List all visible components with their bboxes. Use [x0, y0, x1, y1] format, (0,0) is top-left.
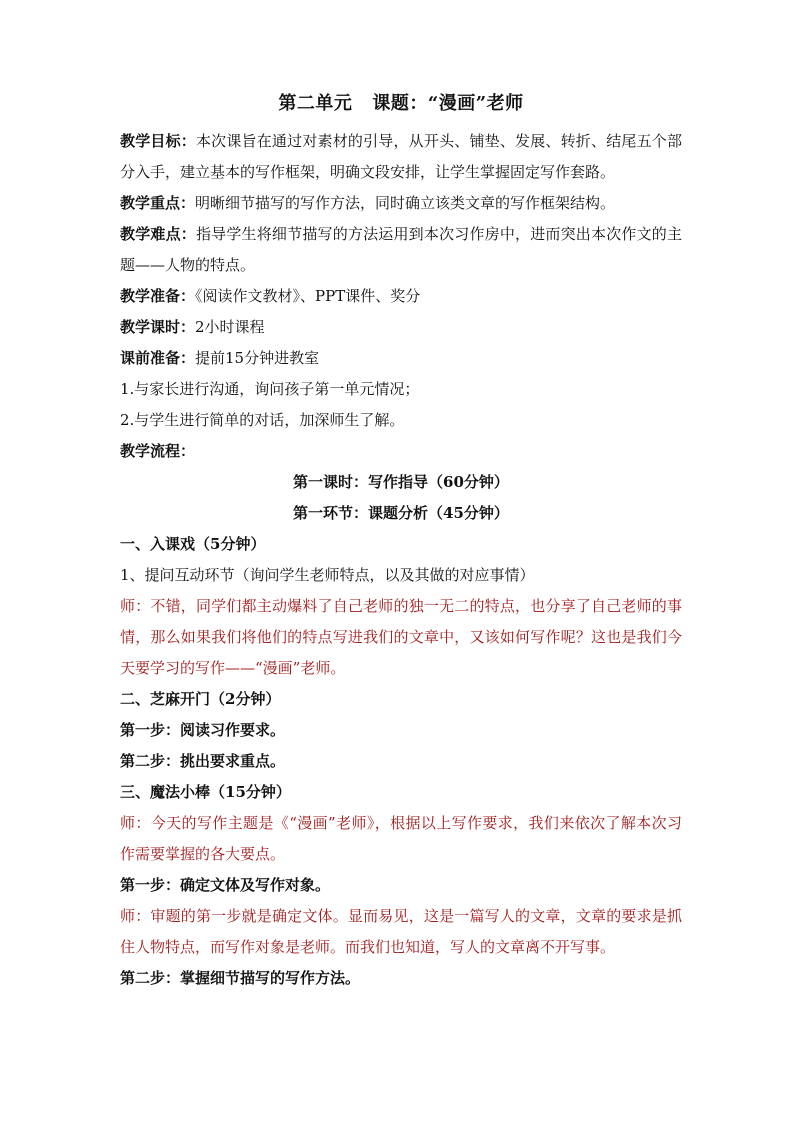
section-2-step-2: 第二步：挑出要求重点。 [120, 752, 286, 770]
goal-label: 教学目标： [120, 132, 196, 150]
title-topic: 课题：“漫画”老师 [372, 93, 524, 114]
section-2-title: 二、芝麻开门（2分钟） [120, 690, 281, 708]
teaching-focus [120, 188, 682, 219]
section-3-step-2: 第二步：掌握细节描写的写作方法。 [120, 969, 361, 987]
section-3-teacher-speech-2: 师：审题的第一步就是确定文体。显而易见，这是一篇写人的文章，文章的要求是抓住人物特点，而写作对象是老师。而我们也知道，写人的文章离不开写事。 [120, 907, 682, 956]
pre-class-item-1: 1.与家长进行沟通，询问孩子第一单元情况； [120, 380, 420, 398]
preclass-label: 课前准备： [120, 349, 196, 367]
teaching-goal [120, 126, 682, 188]
focus-text: 明晰细节描写的写作方法，同时确立该类文章的写作框架结构。 [195, 194, 616, 212]
teaching-preparation [120, 281, 682, 312]
pre-class-item-2: 2.与学生进行简单的对话，加深师生了解。 [120, 411, 405, 429]
section-1-item-1: 1、提问互动环节（询问学生老师特点，以及其做的对应事情） [120, 566, 535, 584]
hours-text: 2小时课程 [195, 318, 265, 336]
goal-text: 本次课旨在通过对素材的引导，从开头、铺垫、发展、转折、结尾五个部分入手，建立基本的写作框架，明确文段安排，让学生掌握固定写作套路。 [120, 132, 682, 181]
prep-text: 《阅读作文教材》、PPT课件、奖分 [195, 287, 421, 305]
title-unit: 第二单元 [278, 93, 353, 114]
pre-class-preparation [120, 343, 682, 374]
section-1-teacher-speech: 师：不错，同学们都主动爆料了自己老师的独一无二的特点，也分享了自己老师的事情，那么如果我们将他们的特点写进我们的文章中，又该如何写作呢？这也是我们今天要学习的写作——“漫画”老师。 [120, 597, 682, 677]
difficulty-label: 教学难点： [120, 225, 196, 243]
document-title [120, 92, 682, 116]
section-2-step-1: 第一步：阅读习作要求。 [120, 721, 286, 739]
stage-1-title: 第一环节：课题分析（45分钟） [293, 504, 509, 522]
prep-label: 教学准备： [120, 287, 196, 305]
teaching-hours [120, 312, 682, 343]
teaching-difficulty [120, 219, 682, 281]
preclass-text: 提前15分钟进教室 [195, 349, 320, 367]
section-3-teacher-speech: 师：今天的写作主题是《“漫画”老师》，根据以上写作要求，我们来依次了解本次习作需要掌握的各大要点。 [120, 814, 682, 863]
teaching-flow-label: 教学流程： [120, 442, 196, 460]
section-3-step-1: 第一步：确定文体及写作对象。 [120, 876, 331, 894]
lesson-1-title: 第一课时：写作指导（60分钟） [293, 473, 509, 491]
section-1-title: 一、入课戏（5分钟） [120, 535, 266, 553]
section-3-title: 三、魔法小棒（15分钟） [120, 783, 291, 801]
difficulty-text: 指导学生将细节描写的方法运用到本次习作房中，进而突出本次作文的主题——人物的特点。 [120, 225, 682, 274]
hours-label: 教学课时： [120, 318, 196, 336]
focus-label: 教学重点： [120, 194, 196, 212]
